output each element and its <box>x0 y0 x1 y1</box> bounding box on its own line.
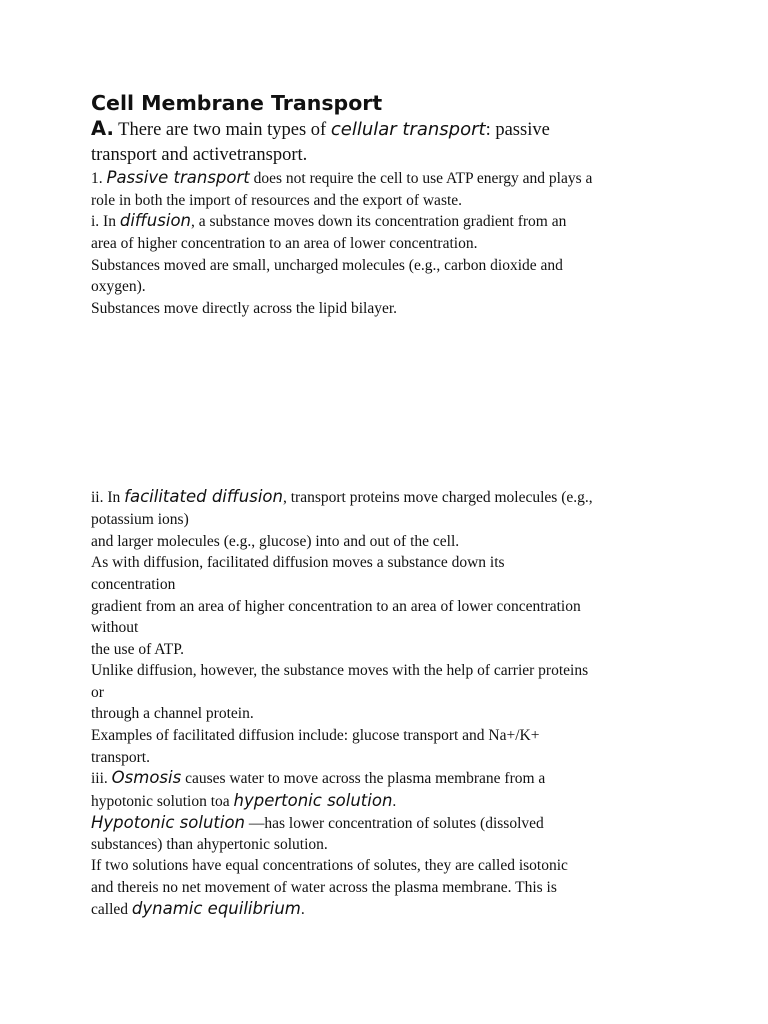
passive-line-2: role in both the import of resources and the export of waste. <box>91 192 463 209</box>
facilitated-line-7: without <box>91 619 139 636</box>
facilitated-term: facilitated diffusion <box>124 487 283 506</box>
section-a-rest: : passive <box>485 120 550 140</box>
hypotonic-term: Hypotonic solution <box>91 813 246 832</box>
facilitated-rest: , transport proteins move charged molecules (e.g., <box>282 489 593 506</box>
facilitated-line-13: transport. <box>91 749 150 766</box>
hypotonic-line-1 <box>91 812 544 835</box>
hypotonic-rest: —has lower concentration of solutes (dissolved <box>245 815 544 832</box>
facilitated-line-9: Unlike diffusion, however, the substance moves with the help of carrier proteins <box>91 662 589 679</box>
isotonic-line3-post: . <box>300 901 305 918</box>
isotonic-line-3 <box>91 898 305 921</box>
osmosis-line2-post: . <box>392 793 397 810</box>
section-a-letter: A. <box>91 117 114 140</box>
facilitated-line-4: As with diffusion, facilitated diffusion moves a substance down its <box>91 554 505 571</box>
facilitated-line-12: Examples of facilitated diffusion include: glucose transport and Na+/K+ <box>91 727 540 744</box>
diffusion-rest: , a substance moves down its concentration gradient from an <box>191 213 567 230</box>
section-a-lead: There are two main types of <box>113 120 331 140</box>
diffusion-line-4: oxygen). <box>91 278 146 295</box>
osmosis-line-1 <box>91 767 545 790</box>
osmosis-rest: causes water to move across the plasma membrane from a <box>181 770 546 787</box>
passive-num: 1. <box>91 170 107 187</box>
facilitated-line-3: and larger molecules (e.g., glucose) into and out of the cell. <box>91 533 460 550</box>
passive-line-1 <box>91 167 592 190</box>
facilitated-line-8: the use of ATP. <box>91 641 184 658</box>
osmosis-line-2 <box>91 790 396 813</box>
passive-rest: does not require the cell to use ATP energy and plays a <box>249 170 593 187</box>
osmosis-num: iii. <box>91 770 112 787</box>
facilitated-line-10: or <box>91 684 104 701</box>
facilitated-line-6: gradient from an area of higher concentration to an area of lower concentration <box>91 598 581 615</box>
osmosis-line2-pre: hypotonic solution toa <box>91 793 234 810</box>
diffusion-line-1 <box>91 210 566 233</box>
isotonic-line-1: If two solutions have equal concentrations of solutes, they are called isotonic <box>91 857 568 874</box>
passive-term: Passive transport <box>106 168 250 187</box>
diffusion-term: diffusion <box>119 211 191 230</box>
section-a-term: cellular transport <box>330 119 486 140</box>
facilitated-line-2: potassium ions) <box>91 511 189 528</box>
page-title: Cell Membrane Transport <box>91 91 383 115</box>
section-a-line-2: transport and activetransport. <box>91 145 308 165</box>
isotonic-line3-pre: called <box>91 901 132 918</box>
facilitated-line-1 <box>91 486 593 509</box>
diffusion-line-3: Substances moved are small, uncharged molecules (e.g., carbon dioxide and <box>91 257 563 274</box>
isotonic-line-2: and thereis no net movement of water across the plasma membrane. This is <box>91 879 557 896</box>
facilitated-line-5: concentration <box>91 576 176 593</box>
osmosis-line2-term: hypertonic solution <box>233 791 393 810</box>
diffusion-line-5: Substances move directly across the lipid bilayer. <box>91 300 398 317</box>
dynamic-equilibrium-term: dynamic equilibrium <box>131 899 301 918</box>
facilitated-line-11: through a channel protein. <box>91 705 254 722</box>
diffusion-num: i. In <box>91 213 120 230</box>
diffusion-line-2: area of higher concentration to an area of lower concentration. <box>91 235 478 252</box>
hypotonic-line-2: substances) than ahypertonic solution. <box>91 836 328 853</box>
osmosis-term: Osmosis <box>111 768 182 787</box>
facilitated-num: ii. In <box>91 489 125 506</box>
section-a-line-1 <box>91 118 550 141</box>
